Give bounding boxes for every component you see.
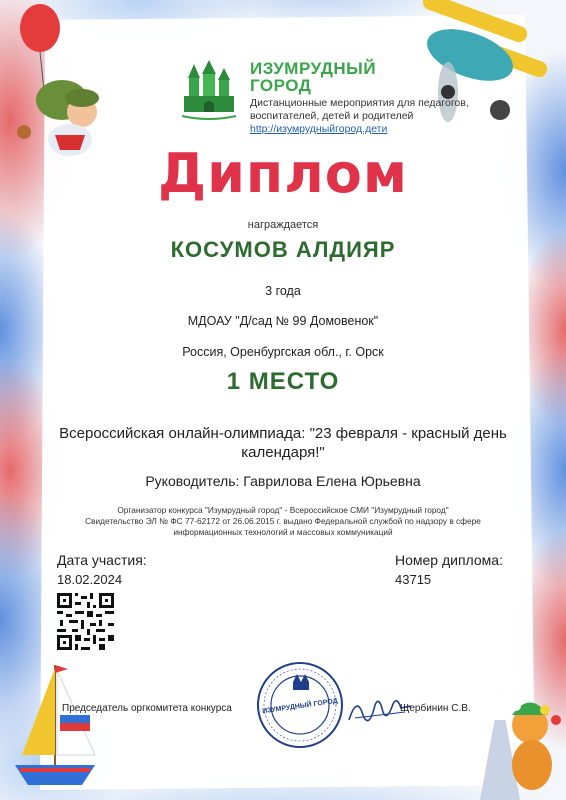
sailboat-icon — [0, 660, 110, 800]
date-label: Дата участия: — [57, 552, 147, 568]
leader: Руководитель: Гаврилова Елена Юрьевна — [145, 473, 421, 489]
olympiad-line2: календаря!" — [241, 444, 325, 461]
airplane-icon — [400, 0, 566, 160]
diploma-heading: Диплом — [157, 142, 409, 205]
logo-title — [250, 60, 376, 94]
awarded-text: награждается — [247, 219, 319, 231]
diploma-number-value: 43715 — [395, 572, 432, 587]
recipient-name: КОСУМОВ АЛДИЯР — [170, 237, 396, 262]
fox-character-icon — [470, 670, 566, 800]
recipient-age: 3 года — [265, 284, 301, 298]
date-value: 18.02.2024 — [57, 572, 123, 587]
olympiad-line1: Всероссийская онлайн-олимпиада: "23 февраля - красный день — [59, 425, 507, 442]
logo-subtitle-line2: воспитателей, детей и родителей — [250, 110, 414, 122]
qr-code-icon — [57, 593, 114, 650]
olympiad-title — [0, 424, 566, 462]
logo-subtitle — [250, 97, 469, 123]
logo-title-line2: ГОРОД — [250, 76, 312, 95]
location: Россия, Оренбургская обл., г. Орск — [182, 345, 384, 359]
signer-name: Щербинин С.В. — [400, 703, 471, 714]
diploma-number-label: Номер диплома: — [395, 552, 503, 568]
logo-subtitle-line1: Дистанционные мероприятия для педагогов, — [250, 97, 469, 109]
organizer-line3: информационных технологий и массовых коммуникаций — [173, 527, 393, 537]
place-award: 1 МЕСТО — [226, 368, 340, 395]
organizer-line2: Свидетельство ЭЛ № ФС 77-62172 от 26.06.2015 г. выдано Федеральной службой по надзору в сфере — [85, 516, 481, 526]
castle-logo-icon — [180, 60, 238, 122]
website-link[interactable]: http://изумрудныйгород.дети — [250, 123, 388, 135]
organizer-line1: Организатор конкурса "Изумрудный город" - Всероссийское СМИ "Изумрудный город" — [117, 505, 449, 515]
organizer-info — [0, 505, 566, 538]
institution: МДОАУ "Д/сад № 99 Домовенок" — [187, 314, 379, 328]
logo-title-line1: ИЗУМРУДНЫЙ — [250, 59, 377, 78]
chairman-label: Председатель оргкомитета конкурса — [62, 703, 232, 714]
stamp-text: ИЗУМРУДНЫЙ ГОРОД — [261, 697, 339, 716]
